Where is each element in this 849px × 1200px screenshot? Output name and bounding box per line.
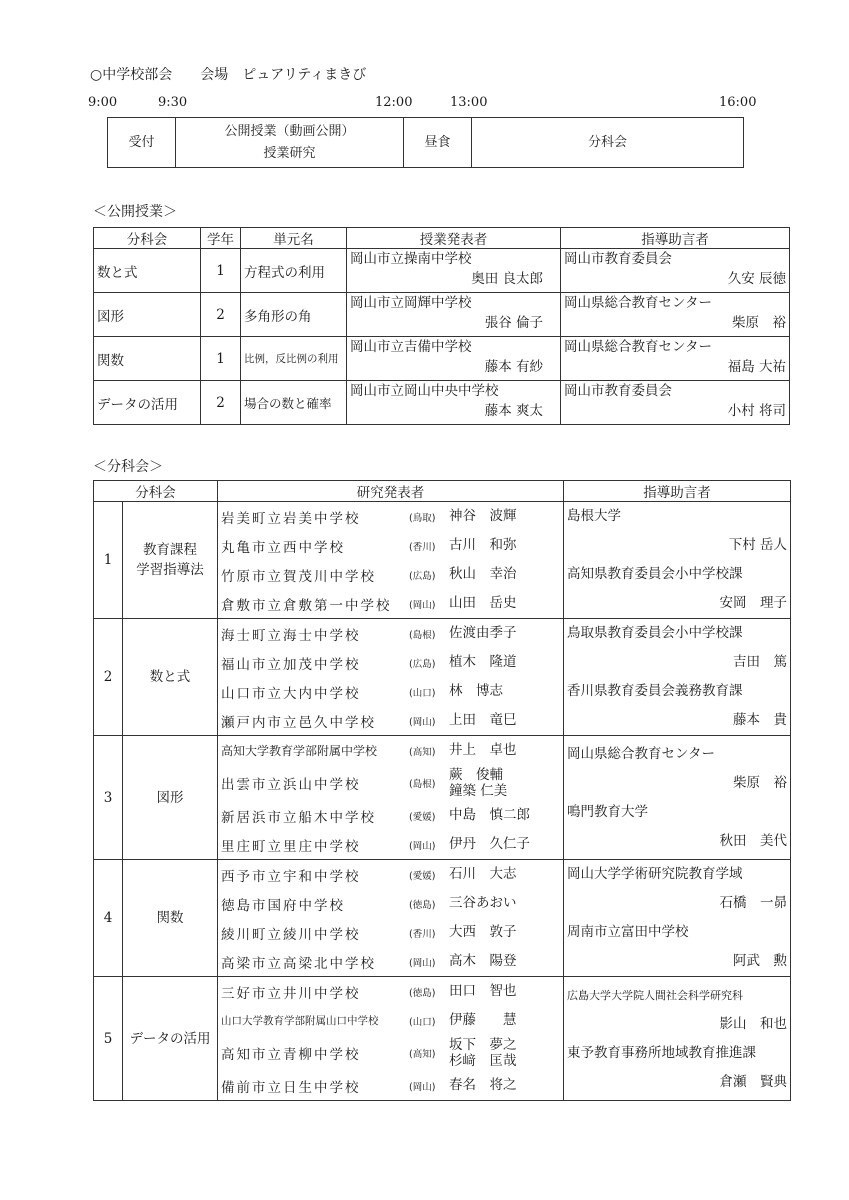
presenter-names <box>449 1071 517 1100</box>
advisers-cell <box>564 860 791 977</box>
school-name: 海士町立海士中学校 <box>221 627 361 644</box>
schedule-block-label: 授業研究 <box>263 145 316 161</box>
adviser-name: 影山 和也 <box>719 1015 787 1032</box>
presenter-entry <box>221 860 560 889</box>
presenter-name: 石川 大志 <box>449 866 517 882</box>
schedule-block-label: 分科会 <box>587 134 627 150</box>
prefecture-label: (高知) <box>409 746 436 758</box>
presenter-names <box>449 531 517 560</box>
presenter-name: 田口 智也 <box>449 983 517 999</box>
group-number: 2 <box>94 619 123 736</box>
school-name: 岡山市立岡山中央中学校 <box>350 383 499 399</box>
advisers-cell <box>564 977 791 1101</box>
school-name: 岡山市立岡輝中学校 <box>350 295 472 311</box>
time-label: 16:00 <box>719 95 757 110</box>
presenter-names <box>449 677 503 706</box>
presenter-entry <box>221 531 560 560</box>
presenter-entry <box>221 1006 560 1035</box>
presenter-name: 林 博志 <box>449 683 503 699</box>
adviser-org: 岡山県総合教育センター <box>564 339 712 355</box>
presenter-entry <box>221 619 560 648</box>
presenter-name: 藤本 爽太 <box>484 403 543 419</box>
section-cell: 図形 <box>94 293 201 337</box>
presenter-entry <box>221 918 560 947</box>
adviser-org: 岡山県総合教育センター <box>567 745 715 762</box>
presenter-name: 伊丹 久仁子 <box>449 836 530 852</box>
presenter-name: 奥田 良太郎 <box>471 271 543 287</box>
presenter-name: 杉﨑 匡哉 <box>449 1053 517 1069</box>
grade-cell: 2 <box>201 293 241 337</box>
school-name: 綾川町立綾川中学校 <box>221 926 361 943</box>
prefecture-label: (山口) <box>409 1016 436 1028</box>
adviser-name: 阿武 勲 <box>733 953 787 969</box>
presenter-entry <box>221 830 560 859</box>
school-name: 丸亀市立西中学校 <box>221 539 345 556</box>
adviser-org: 島根大学 <box>567 508 621 524</box>
school-name: 竹原市立賀茂川中学校 <box>221 568 376 585</box>
page-title: ○中学校部会 会場 ピュアリティまきび <box>90 67 367 83</box>
table-row <box>94 619 791 736</box>
schedule-block-label: 昼食 <box>424 134 451 150</box>
presenter-entry <box>221 977 560 1006</box>
presenter-cell <box>347 249 561 293</box>
adviser-name: 福島 大祐 <box>727 359 786 375</box>
school-name: 倉敷市立倉敷第一中学校 <box>221 597 392 614</box>
presenter-name: 植木 隆道 <box>449 654 517 670</box>
breakout-heading: ＜分科会＞ <box>93 459 163 475</box>
group-name-line: 教育課程 <box>143 542 197 558</box>
school-name: 高梁市立高梁北中学校 <box>221 955 376 972</box>
adviser-org: 高知県教育委員会小中学校課 <box>567 566 743 582</box>
section-cell: 関数 <box>94 337 201 381</box>
presenter-names <box>449 1037 517 1069</box>
school-name: 山口市立大内中学校 <box>221 685 361 702</box>
adviser-org: 鳴門教育大学 <box>567 803 648 820</box>
adviser-name: 柴原 裕 <box>733 774 787 791</box>
presenters-cell <box>218 977 564 1101</box>
table-row <box>94 736 791 860</box>
prefecture-label: (岡山) <box>409 957 436 969</box>
time-label: 13:00 <box>450 95 488 110</box>
presenter-entry <box>221 648 560 677</box>
unit-cell: 多角形の角 <box>241 293 347 337</box>
presenter-name: 蕨 俊輔 <box>449 767 503 783</box>
presenter-cell <box>347 337 561 381</box>
presenter-cell <box>347 381 561 425</box>
presenters-cell <box>218 619 564 736</box>
presenter-entry <box>221 801 560 830</box>
group-number: 3 <box>94 736 123 860</box>
school-name: 岩美町立岩美中学校 <box>221 510 361 527</box>
school-name: 岡山市立操南中学校 <box>350 251 472 267</box>
column-header: 分科会 <box>94 228 201 249</box>
prefecture-label: (徳島) <box>409 899 436 911</box>
presenter-name: 中島 慎二郎 <box>449 807 530 823</box>
presenter-name: 神谷 波輝 <box>449 508 517 524</box>
adviser-name: 安岡 理子 <box>719 595 787 611</box>
school-name: 西予市立宇和中学校 <box>221 868 361 885</box>
column-header: 指導助言者 <box>564 481 791 502</box>
schedule-block-open-class <box>176 118 404 167</box>
column-header: 指導助言者 <box>561 228 790 249</box>
presenter-names <box>449 706 517 735</box>
group-number: 1 <box>94 502 123 619</box>
presenter-names <box>449 767 507 799</box>
adviser-cell <box>561 249 790 293</box>
presenter-entry <box>221 1071 560 1100</box>
schedule-block-label: 公開授業（動画公開） <box>224 123 355 139</box>
adviser-name: 藤本 貴 <box>733 712 787 728</box>
presenters-cell <box>218 860 564 977</box>
open-class-table <box>93 227 790 425</box>
group-name <box>123 502 218 619</box>
presenter-name: 大西 敦子 <box>449 924 517 940</box>
presenter-name: 山田 岳史 <box>449 595 517 611</box>
unit-cell: 場合の数と確率 <box>241 381 347 425</box>
prefecture-label: (岡山) <box>409 840 436 852</box>
time-label: 9:30 <box>158 95 188 110</box>
prefecture-label: (広島) <box>409 658 436 670</box>
presenter-name: 藤本 有紗 <box>484 359 543 375</box>
unit-cell: 方程式の利用 <box>241 249 347 293</box>
schedule-bar <box>107 117 744 168</box>
presenter-entry <box>221 706 560 735</box>
presenter-name: 伊藤 慧 <box>449 1012 517 1028</box>
adviser-org: 東予教育事務所地域教育推進課 <box>567 1044 756 1061</box>
presenter-entry <box>221 889 560 918</box>
presenter-names <box>449 947 517 976</box>
presenter-entry <box>221 560 560 589</box>
group-name <box>123 977 218 1101</box>
column-header: 学年 <box>201 228 241 249</box>
school-name: 三好市立井川中学校 <box>221 985 361 1002</box>
adviser-org: 香川県教育委員会義務教育課 <box>567 683 743 699</box>
column-header: 授業発表者 <box>347 228 561 249</box>
adviser-cell <box>561 337 790 381</box>
presenter-name: 春名 将之 <box>449 1077 517 1093</box>
school-name: 里庄町立里庄中学校 <box>221 838 361 855</box>
presenter-name: 鐘築 仁美 <box>449 783 508 799</box>
group-number: 5 <box>94 977 123 1101</box>
school-name: 福山市立加茂中学校 <box>221 656 361 673</box>
table-header-row <box>94 228 790 249</box>
prefecture-label: (高知) <box>409 1049 436 1060</box>
presenter-name: 上田 竜巳 <box>449 712 517 728</box>
section-cell: データの活用 <box>94 381 201 425</box>
section-cell: 数と式 <box>94 249 201 293</box>
presenter-names <box>449 736 517 765</box>
school-name: 備前市立日生中学校 <box>221 1079 361 1096</box>
presenter-names <box>449 889 517 918</box>
unit-cell: 比例，反比例の利用 <box>241 337 347 381</box>
presenter-name: 古川 和弥 <box>449 537 517 553</box>
adviser-org: 岡山県総合教育センター <box>564 295 712 311</box>
time-label: 9:00 <box>88 95 118 110</box>
prefecture-label: (岡山) <box>409 716 436 728</box>
presenter-name: 高木 陽登 <box>449 953 517 969</box>
advisers-cell <box>564 619 791 736</box>
presenter-cell <box>347 293 561 337</box>
presenter-entry <box>221 677 560 706</box>
presenter-names <box>449 860 517 889</box>
prefecture-label: (鳥取) <box>409 512 436 524</box>
presenter-names <box>449 801 530 830</box>
table-row <box>94 293 790 337</box>
group-name-line: 学習指導法 <box>136 562 204 578</box>
grade-cell: 1 <box>201 337 241 381</box>
school-name: 徳島市国府中学校 <box>221 897 345 914</box>
group-name-line: データの活用 <box>129 1030 211 1047</box>
schedule-block-reception <box>108 118 176 167</box>
school-name: 新居浜市立船木中学校 <box>221 809 376 826</box>
presenters-cell <box>218 736 564 860</box>
presenter-names <box>449 1006 517 1035</box>
adviser-name: 石橋 一昴 <box>719 895 787 911</box>
presenter-name: 佐渡由季子 <box>449 625 517 641</box>
school-name: 山口大学教育学部附属山口中学校 <box>221 1015 379 1027</box>
time-label: 12:00 <box>375 95 413 110</box>
presenter-names <box>449 619 517 648</box>
presenter-name: 坂下 夢之 <box>449 1037 517 1053</box>
adviser-cell <box>561 381 790 425</box>
school-name: 出雲市立浜山中学校 <box>221 777 361 793</box>
prefecture-label: (島根) <box>409 629 436 641</box>
adviser-name: 倉瀬 賢典 <box>719 1073 787 1090</box>
table-row <box>94 381 790 425</box>
prefecture-label: (山口) <box>409 687 436 699</box>
group-name <box>123 619 218 736</box>
presenter-names <box>449 918 517 947</box>
grade-cell: 2 <box>201 381 241 425</box>
adviser-name: 久安 辰徳 <box>727 271 786 287</box>
presenter-name: 井上 卓也 <box>449 742 517 758</box>
schedule-block-label: 受付 <box>128 134 155 150</box>
presenter-name: 三谷あおい <box>449 895 517 911</box>
adviser-org: 岡山大学学術研究院教育学域 <box>567 866 743 882</box>
group-name-line: 図形 <box>156 789 184 806</box>
presenter-names <box>449 502 517 531</box>
breakout-table <box>93 480 791 1101</box>
column-header: 単元名 <box>241 228 347 249</box>
adviser-name: 柴原 裕 <box>732 315 786 331</box>
prefecture-label: (香川) <box>409 928 436 940</box>
table-row <box>94 977 791 1101</box>
column-header: 研究発表者 <box>218 481 564 502</box>
presenters-cell <box>218 502 564 619</box>
prefecture-label: (岡山) <box>409 1081 436 1093</box>
column-header: 分科会 <box>94 481 218 502</box>
presenter-name: 秋山 幸治 <box>449 566 517 582</box>
presenter-entry <box>221 589 560 618</box>
presenter-entry <box>221 765 560 801</box>
schedule-block-lunch <box>404 118 472 167</box>
group-name-line: 数と式 <box>149 669 191 685</box>
school-name: 高知大学教育学部附属中学校 <box>221 744 378 758</box>
advisers-cell <box>564 736 791 860</box>
adviser-name: 下村 岳人 <box>728 537 787 553</box>
adviser-name: 秋田 美代 <box>719 832 787 849</box>
table-row <box>94 860 791 977</box>
adviser-cell <box>561 293 790 337</box>
presenter-names <box>449 977 517 1006</box>
grade-cell: 1 <box>201 249 241 293</box>
group-name <box>123 860 218 977</box>
adviser-org: 岡山市教育委員会 <box>564 251 672 267</box>
group-name <box>123 736 218 860</box>
presenter-entry <box>221 502 560 531</box>
table-header-row <box>94 481 791 502</box>
presenter-name: 張谷 倫子 <box>484 315 543 331</box>
adviser-org: 広島大学大学院人間社会科学研究科 <box>567 988 743 1002</box>
advisers-cell <box>564 502 791 619</box>
group-name-line: 関数 <box>156 910 184 926</box>
presenter-names <box>449 560 517 589</box>
school-name: 瀬戸内市立邑久中学校 <box>221 714 376 731</box>
prefecture-label: (広島) <box>409 570 436 582</box>
presenter-names <box>449 648 517 677</box>
presenter-names <box>449 589 517 618</box>
schedule-block-breakout <box>472 118 743 167</box>
presenter-names <box>449 830 530 859</box>
adviser-org: 鳥取県教育委員会小中学校課 <box>567 625 743 641</box>
adviser-name: 小村 将司 <box>727 403 786 419</box>
school-name: 岡山市立吉備中学校 <box>350 339 472 355</box>
prefecture-label: (愛媛) <box>409 811 436 823</box>
prefecture-label: (岡山) <box>409 599 436 611</box>
presenter-entry <box>221 1035 560 1071</box>
adviser-org: 岡山市教育委員会 <box>564 383 672 399</box>
open-class-heading: ＜公開授業＞ <box>93 204 177 220</box>
table-row <box>94 502 791 619</box>
adviser-org: 周南市立富田中学校 <box>567 924 689 940</box>
group-number: 4 <box>94 860 123 977</box>
prefecture-label: (徳島) <box>409 987 436 999</box>
table-row <box>94 249 790 293</box>
school-name: 高知市立青柳中学校 <box>221 1047 361 1063</box>
presenter-entry <box>221 947 560 976</box>
presenter-entry <box>221 736 560 765</box>
prefecture-label: (愛媛) <box>409 870 436 882</box>
adviser-name: 吉田 篤 <box>733 654 787 670</box>
prefecture-label: (香川) <box>409 541 436 553</box>
prefecture-label: (島根) <box>409 779 436 790</box>
table-row <box>94 337 790 381</box>
